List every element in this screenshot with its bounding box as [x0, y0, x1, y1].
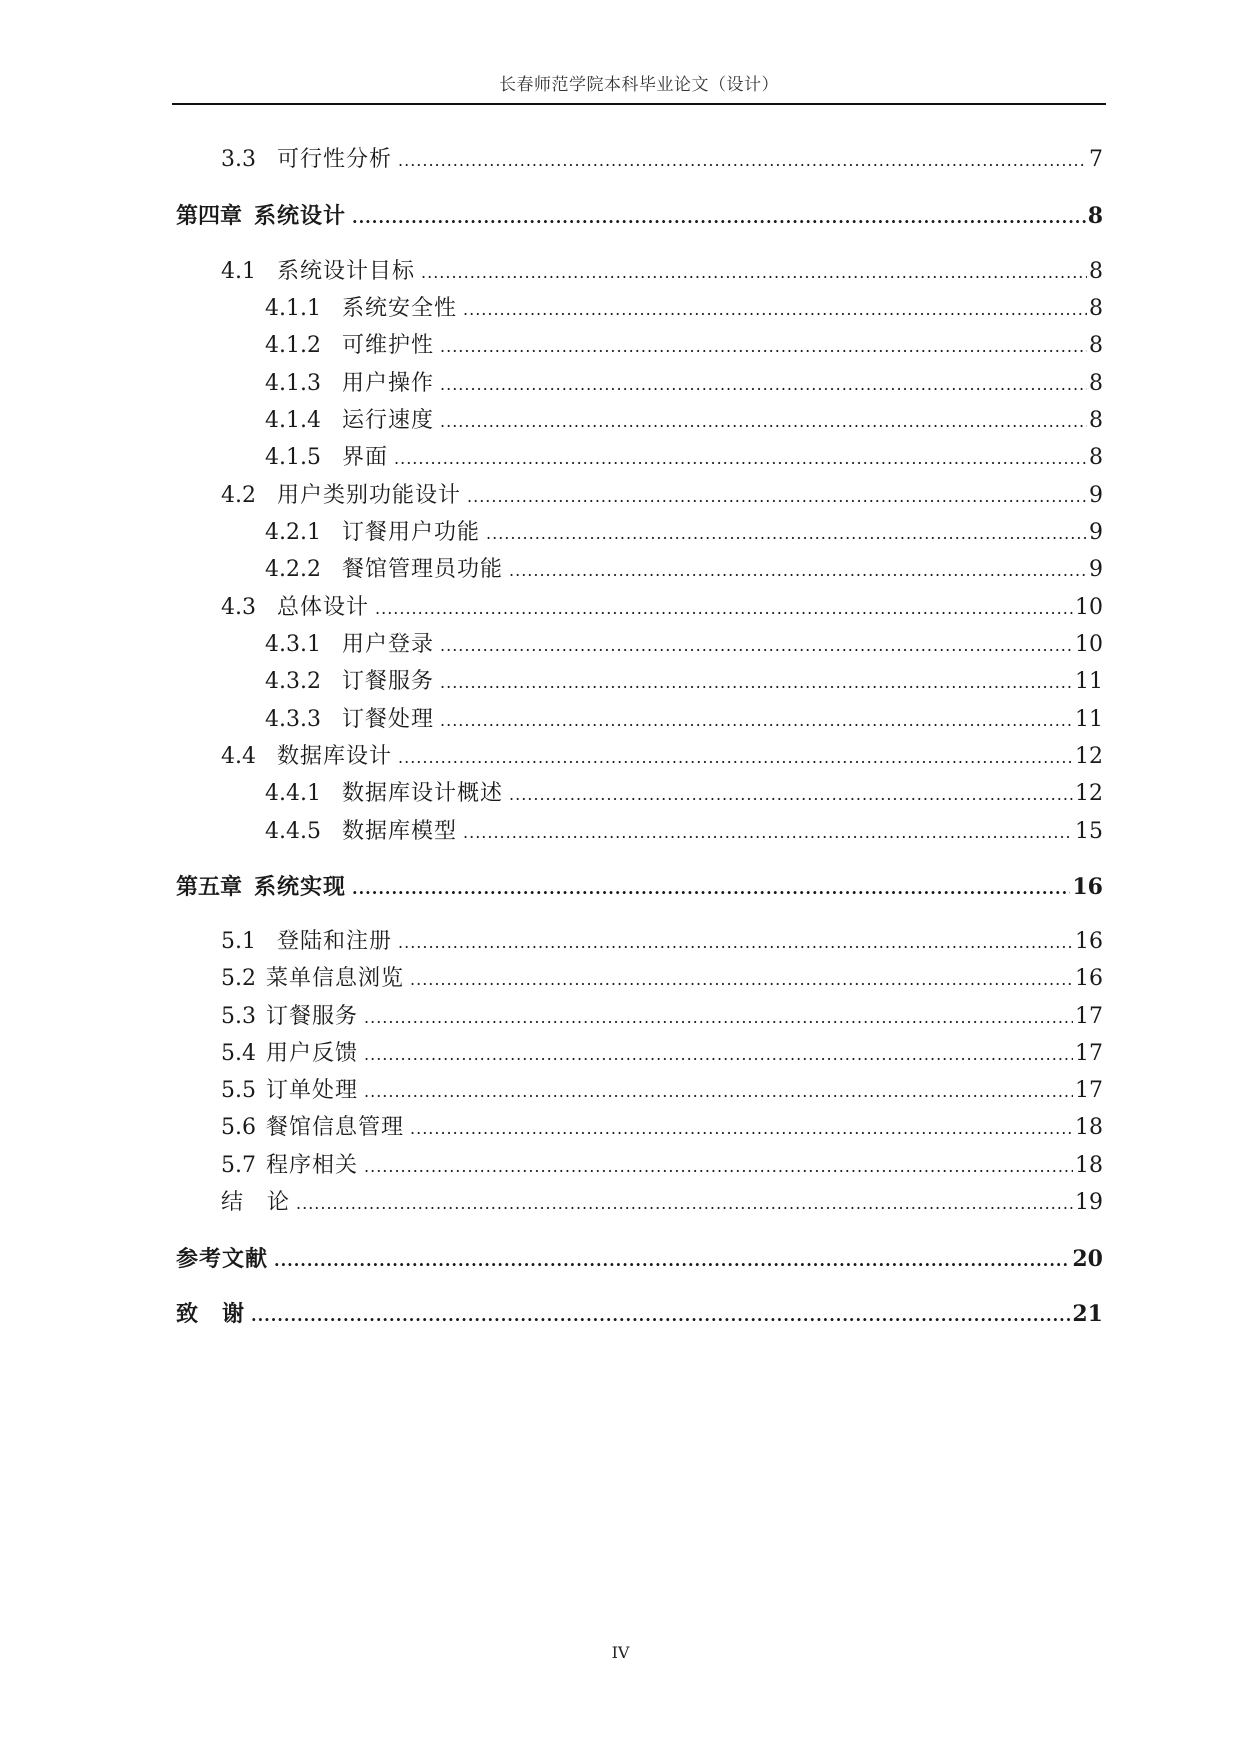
toc-entry-page: 20: [1072, 1246, 1103, 1272]
toc-dot-leader: [251, 1297, 1070, 1333]
toc-chapter-entry[interactable]: [176, 1297, 1103, 1331]
toc-entry-page: 8: [1089, 445, 1103, 470]
toc-entry-number: 4.4.1: [265, 781, 321, 806]
toc-entry[interactable]: [176, 404, 1103, 438]
toc-entry-number: 4.4.5: [265, 819, 321, 844]
toc-entry-page: 9: [1089, 483, 1103, 508]
toc-entry-number: 4.3.1: [265, 632, 321, 657]
toc-entry-title: 参考文献: [176, 1246, 269, 1272]
toc-entry[interactable]: [176, 925, 1103, 959]
toc-entry-page: 18: [1075, 1115, 1103, 1140]
toc-dot-leader: [440, 367, 1087, 402]
toc-entry-number: 5.2: [221, 966, 256, 991]
toc-dot-leader: [398, 143, 1087, 178]
toc-dot-leader: [463, 815, 1073, 850]
toc-entry-number: 4.3.2: [265, 669, 321, 694]
toc-entry-page: 17: [1075, 1004, 1103, 1029]
header-divider: [172, 103, 1106, 105]
toc-entry-number: 4.3: [221, 595, 256, 620]
toc-entry[interactable]: [176, 815, 1103, 849]
toc-entry-page: 9: [1089, 557, 1103, 582]
toc-dot-leader: [394, 441, 1087, 476]
toc-dot-leader: [410, 1111, 1073, 1146]
toc-entry-page: 21: [1072, 1301, 1103, 1327]
toc-entry-title: 运行速度: [342, 408, 435, 433]
toc-entry-page: 7: [1089, 147, 1103, 172]
toc-entry-title: 结 论: [221, 1190, 291, 1215]
toc-entry-title: 系统安全性: [342, 296, 458, 321]
toc-entry-page: 16: [1075, 929, 1103, 954]
toc-chapter-entry[interactable]: [176, 199, 1103, 233]
toc-entry-title: 用户操作: [342, 371, 435, 396]
toc-dot-leader: [486, 516, 1087, 551]
toc-entry-title: 菜单信息浏览: [266, 966, 405, 991]
toc-entry-number: 第五章: [176, 874, 243, 900]
toc-entry[interactable]: [176, 553, 1103, 587]
toc-dot-leader: [375, 591, 1073, 626]
toc-entry-title: 餐馆管理员功能: [342, 557, 504, 582]
toc-entry-title: 系统设计目标: [277, 259, 416, 284]
toc-chapter-entry[interactable]: [176, 1242, 1103, 1276]
toc-entry-title: 系统实现: [254, 874, 347, 900]
toc-entry-page: 8: [1089, 259, 1103, 284]
toc-entry-number: 5.4: [221, 1041, 256, 1066]
toc-entry-page: 16: [1075, 966, 1103, 991]
toc-entry[interactable]: [176, 665, 1103, 699]
toc-entry-title: 用户类别功能设计: [277, 483, 462, 508]
toc-entry[interactable]: [176, 1000, 1103, 1034]
toc-entry-number: 4.1.4: [265, 408, 321, 433]
toc-entry-title: 订餐服务: [266, 1004, 359, 1029]
toc-entry-number: 5.7: [221, 1153, 256, 1178]
toc-entry-title: 致 谢: [176, 1301, 246, 1327]
toc-dot-leader: [440, 703, 1073, 738]
toc-dot-leader: [440, 329, 1087, 364]
running-header: 长春师范学院本科毕业论文（设计）: [499, 75, 779, 95]
toc-chapter-entry[interactable]: [176, 870, 1103, 904]
toc-entry-title: 数据库模型: [342, 819, 458, 844]
toc-dot-leader: [440, 628, 1073, 663]
toc-entry[interactable]: [176, 441, 1103, 475]
toc-entry-title: 数据库设计概述: [342, 781, 504, 806]
toc-entry[interactable]: [176, 1111, 1103, 1145]
toc-entry-title: 可维护性: [342, 333, 435, 358]
toc-entry-number: 5.6: [221, 1115, 256, 1140]
toc-dot-leader: [398, 740, 1073, 775]
toc-dot-leader: [352, 870, 1070, 906]
toc-entry-title: 订餐服务: [342, 669, 435, 694]
toc-entry-number: 4.2.2: [265, 557, 321, 582]
toc-entry-title: 数据库设计: [277, 744, 393, 769]
toc-dot-leader: [364, 1149, 1073, 1184]
toc-dot-leader: [509, 553, 1087, 588]
toc-dot-leader: [463, 292, 1087, 327]
toc-entry-number: 4.2: [221, 483, 256, 508]
toc-entry[interactable]: [176, 143, 1103, 177]
toc-entry-title: 界面: [342, 445, 389, 470]
toc-dot-leader: [364, 1074, 1073, 1109]
toc-dot-leader: [296, 1186, 1073, 1221]
toc-entry-page: 10: [1075, 595, 1103, 620]
toc-entry[interactable]: [176, 703, 1103, 737]
toc-entry[interactable]: [176, 516, 1103, 550]
toc-entry-page: 11: [1075, 669, 1103, 694]
toc-entry[interactable]: [176, 1074, 1103, 1108]
toc-entry[interactable]: [176, 292, 1103, 326]
toc-entry-page: 12: [1075, 781, 1103, 806]
toc-dot-leader: [467, 479, 1087, 514]
toc-entry-page: 12: [1075, 744, 1103, 769]
toc-entry[interactable]: [176, 740, 1103, 774]
page-number: IV: [611, 1643, 630, 1662]
toc-entry-number: 5.5: [221, 1078, 256, 1103]
toc-entry-page: 8: [1089, 408, 1103, 433]
toc-entry[interactable]: [176, 1149, 1103, 1183]
toc-entry[interactable]: [176, 255, 1103, 289]
toc-dot-leader: [440, 404, 1087, 439]
toc-entry[interactable]: [176, 628, 1103, 662]
toc-dot-leader: [364, 1037, 1073, 1072]
toc-entry-page: 9: [1089, 520, 1103, 545]
toc-entry-page: 8: [1089, 333, 1103, 358]
toc-dot-leader: [352, 199, 1086, 235]
toc-entry-title: 餐馆信息管理: [266, 1115, 405, 1140]
toc-entry-number: 4.1: [221, 259, 256, 284]
toc-entry-title: 程序相关: [266, 1153, 359, 1178]
toc-entry-title: 登陆和注册: [277, 929, 393, 954]
toc-dot-leader: [364, 1000, 1073, 1035]
toc-entry[interactable]: [176, 329, 1103, 363]
toc-entry[interactable]: [176, 591, 1103, 625]
toc-entry-page: 8: [1089, 371, 1103, 396]
toc-entry-page: 19: [1075, 1190, 1103, 1215]
toc-entry-number: 4.1.3: [265, 371, 321, 396]
toc-entry-page: 17: [1075, 1078, 1103, 1103]
toc-entry-page: 8: [1089, 296, 1103, 321]
toc-entry-page: 11: [1075, 707, 1103, 732]
toc-entry[interactable]: [176, 777, 1103, 811]
toc-entry-number: 第四章: [176, 203, 243, 229]
toc-entry-title: 用户反馈: [266, 1041, 359, 1066]
toc-entry-title: 订餐用户功能: [342, 520, 481, 545]
toc-entry-number: 4.4: [221, 744, 256, 769]
toc-dot-leader: [398, 925, 1073, 960]
toc-entry-number: 3.3: [221, 147, 256, 172]
toc-dot-leader: [509, 777, 1073, 812]
toc-dot-leader: [410, 962, 1073, 997]
toc-entry-title: 订餐处理: [342, 707, 435, 732]
toc-dot-leader: [440, 665, 1073, 700]
toc-entry-page: 18: [1075, 1153, 1103, 1178]
toc-entry-number: 4.3.3: [265, 707, 321, 732]
toc-entry-page: 15: [1075, 819, 1103, 844]
toc-entry-title: 总体设计: [277, 595, 370, 620]
toc-entry-page: 8: [1087, 203, 1103, 229]
toc-dot-leader: [421, 255, 1087, 290]
toc-entry[interactable]: [176, 1186, 1103, 1220]
toc-entry[interactable]: [176, 367, 1103, 401]
toc-entry-title: 可行性分析: [277, 147, 393, 172]
toc-entry[interactable]: [176, 1037, 1103, 1071]
toc-entry-title: 用户登录: [342, 632, 435, 657]
toc-entry-page: 17: [1075, 1041, 1103, 1066]
toc-entry[interactable]: [176, 479, 1103, 513]
toc-entry-page: 10: [1075, 632, 1103, 657]
toc-entry-number: 4.2.1: [265, 520, 321, 545]
toc-entry-page: 16: [1072, 874, 1103, 900]
toc-entry-number: 4.1.2: [265, 333, 321, 358]
toc-entry-number: 4.1.5: [265, 445, 321, 470]
toc-dot-leader: [274, 1242, 1070, 1278]
toc-entry-title: 系统设计: [254, 203, 347, 229]
toc-entry[interactable]: [176, 962, 1103, 996]
toc-entry-number: 5.3: [221, 1004, 256, 1029]
toc-entry-number: 5.1: [221, 929, 256, 954]
toc-entry-number: 4.1.1: [265, 296, 321, 321]
toc-entry-title: 订单处理: [266, 1078, 359, 1103]
